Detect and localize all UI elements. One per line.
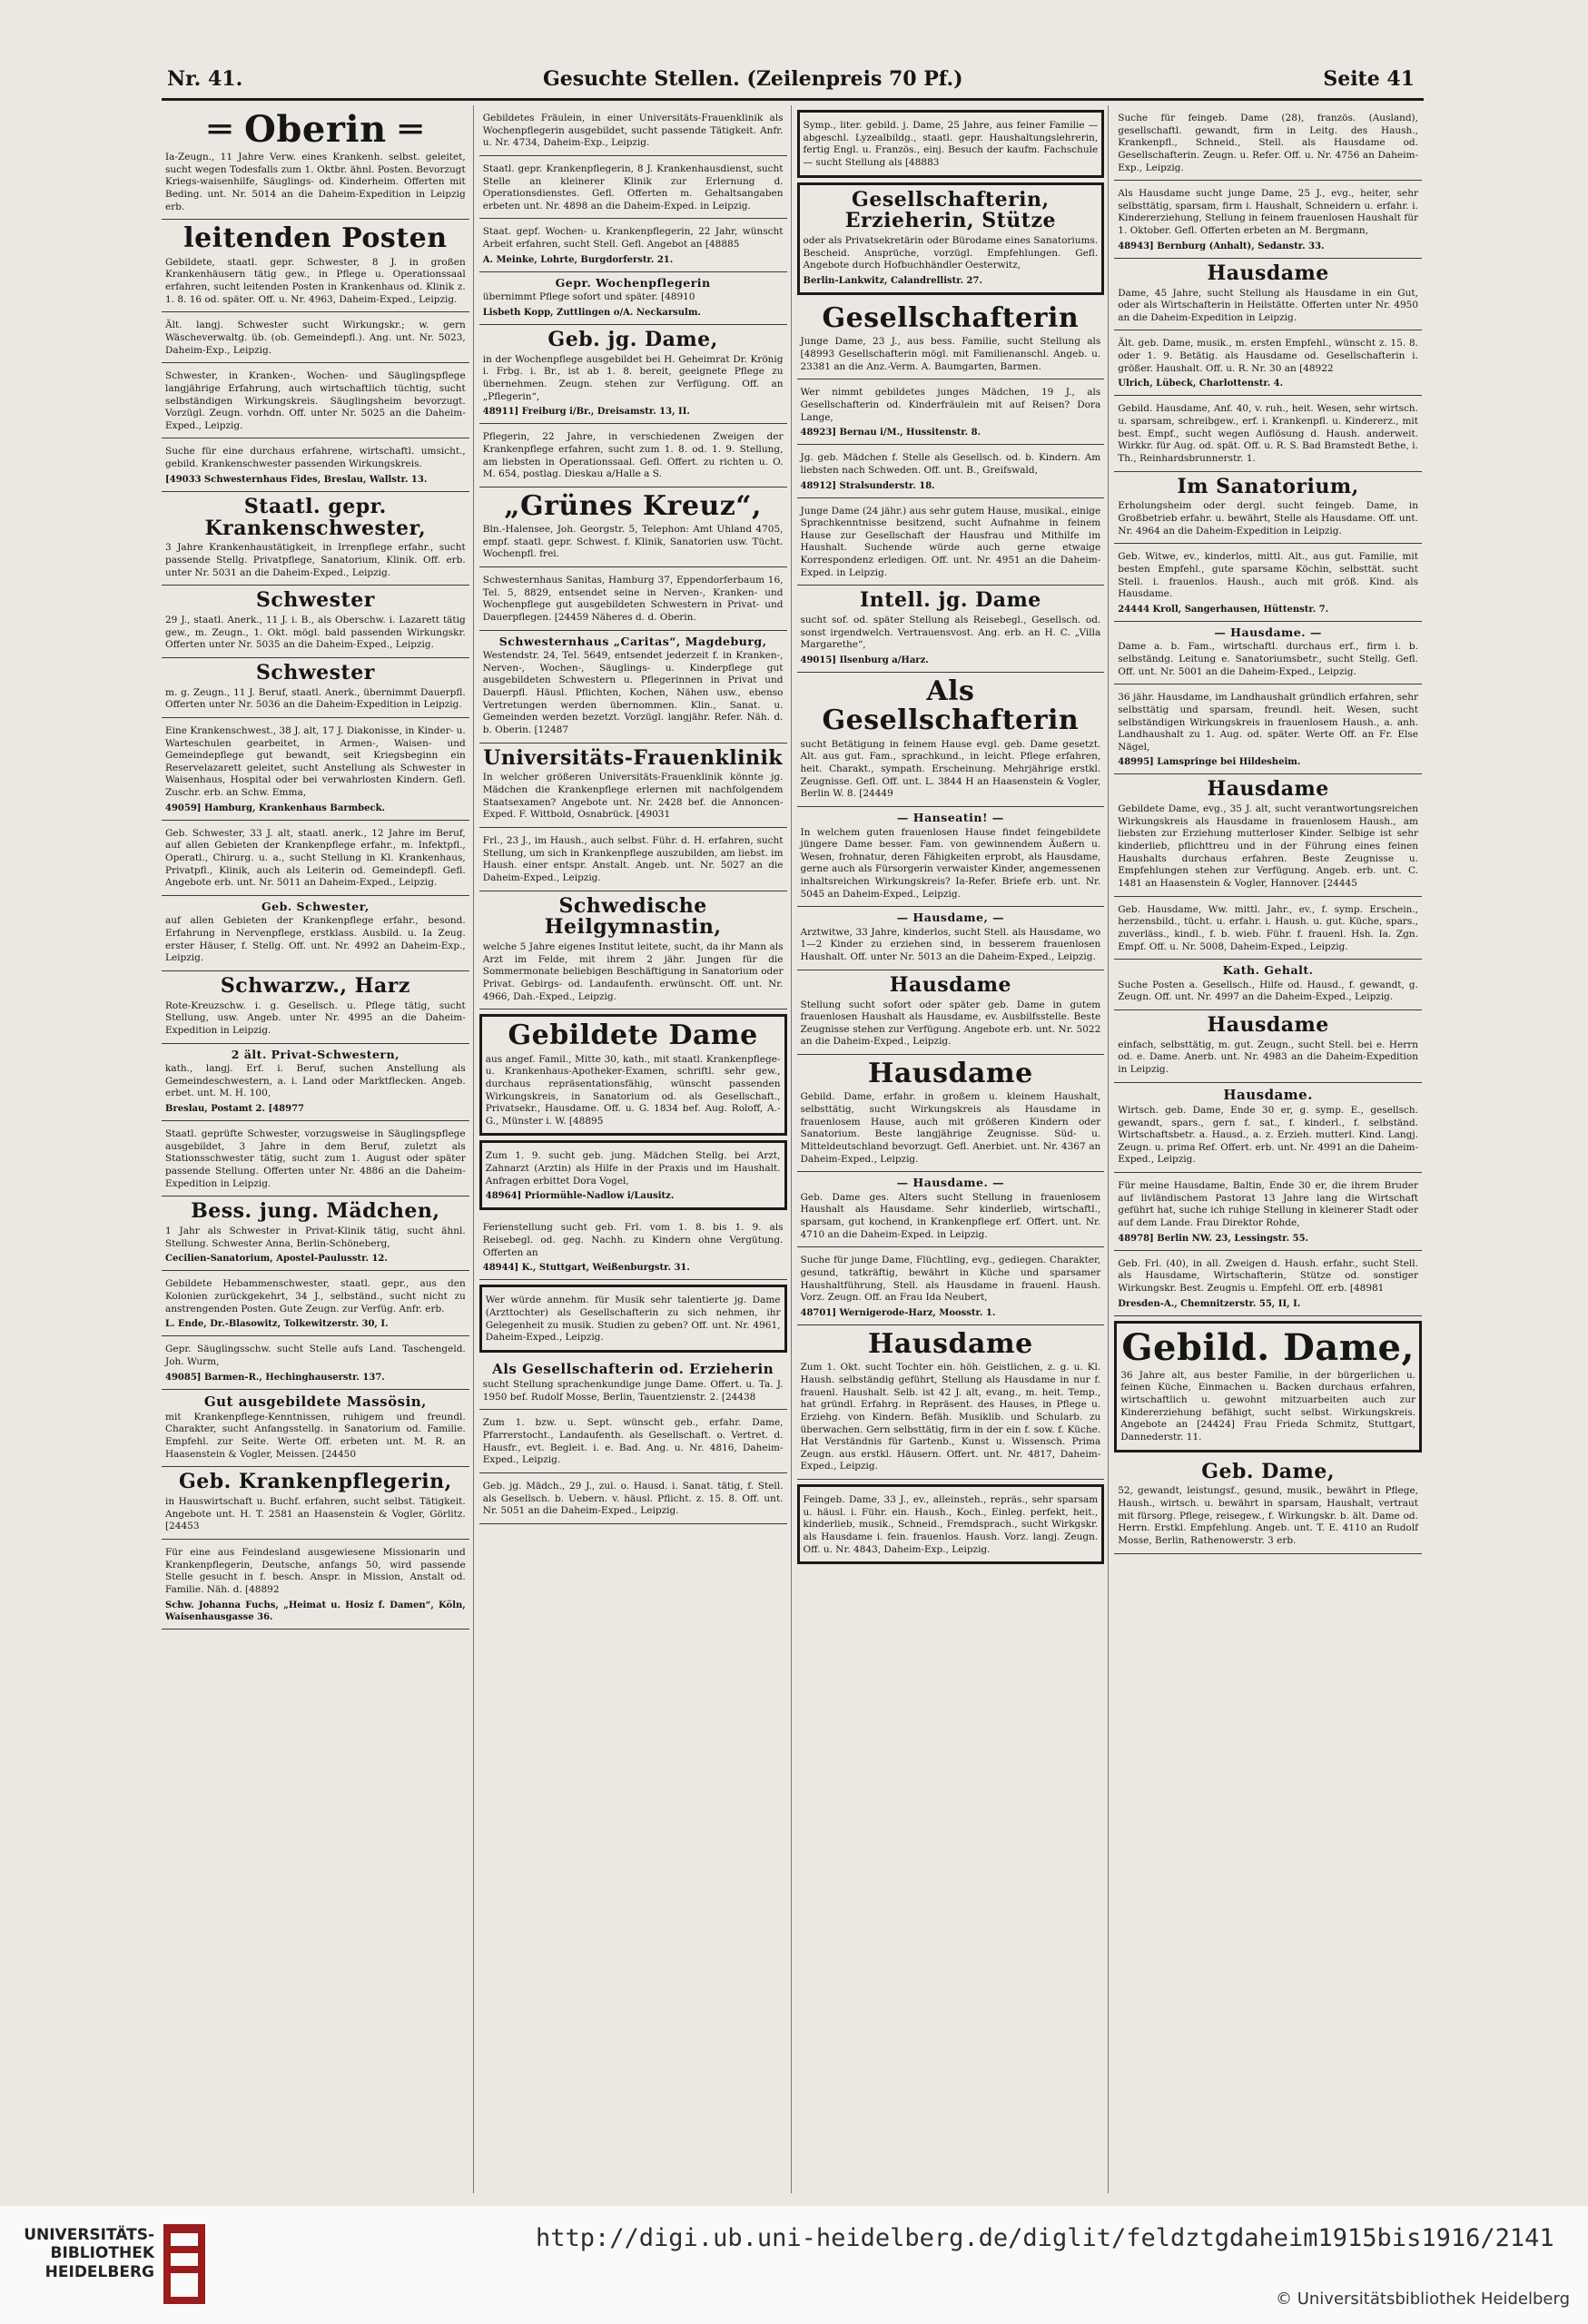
ad-contact: Lisbeth Kopp, Zuttlingen o/A. Neckarsulm.: [482, 307, 701, 318]
ad-text: Gebildete Dame, evg., 35 J. alt, sucht verantwortungsreichen Wirkungskreis als Hausdame in frauenlosem Haush., am liebsten zur Erziehung mutterloser Kinder. Selbige ist sehr kinderlieb, pflichttreu und in der Führung eines feinen Haushalts durchaus erfahren. Beste Zeugnisse u. Empfehlungen stehen zur Verfügung. Angeb. erb. unt. C. 1481 an Haasenstein & Vogler, Hannover. [24445: [1118, 803, 1418, 890]
ad-contact: Breslau, Postamt 2. [48977: [165, 1104, 304, 1115]
ad-headline: Schwesternhaus „Caritas“, Magdeburg,: [498, 634, 767, 648]
classified-ad: [479, 1140, 787, 1210]
ad-text: Zum 1. 9. sucht geb. jung. Mädchen Stellg. bei Arzt, Zahnarzt (Arztin) als Hilfe in der Praxis und im Haushalt. Anfragen erbittet Dora Vogel,: [485, 1150, 781, 1187]
ad-contact: 48912] Stralsunderstr. 18.: [800, 480, 935, 491]
classified-ad: [797, 1055, 1105, 1172]
ad-text: Staatl. gepr. Krankenpflegerin, 8 J. Krankenhausdienst, sucht Stelle an kleinerer Klinik zur Erlernung d. Operationsdienstes. Gefl. Offerten m. Gehaltsangaben erbeten unt. Nr. 4898 an die Daheim-Exped. in Leipzig.: [482, 162, 784, 212]
classified-ad: [479, 1473, 787, 1524]
classified-ad: [479, 325, 787, 424]
classified-ad: [1114, 1010, 1422, 1083]
ad-text: Bln.-Halensee, Joh. Georgstr. 5, Telephon: Amt Uhland 4705, empf. staatl. gepr. Schwest. f. Klinik, Sanatorien usw. Tücht. Wochenpfl. frei.: [482, 524, 784, 560]
ad-contact: Dresden-A., Chemnitzerstr. 55, II, I.: [1118, 1298, 1301, 1309]
ad-text: Gebild. Dame, erfahr. in großem u. kleinem Haushalt, selbsttätig, sucht Wirkungskreis als Hausdame in frauenlosem Hause, auch mit größeren Kindern oder Sanatorium. Beste langjährige Zeugnisse. Süd- u. Mitteldeutschland bevorzugt. Gefl. Anerbiet. unt. Nr. 4367 an Daheim-Exped., Leipzig.: [800, 1091, 1101, 1165]
ad-headline: Hausdame: [868, 1327, 1033, 1360]
ad-text: Suche Posten a. Gesellsch., Hilfe od. Hausd., f. gewandt, g. Zeugn. Off. unt. Nr. 4997 an die Daheim-Exped., Leipzig.: [1118, 979, 1418, 1003]
ad-contact: 48943] Bernburg (Anhalt), Sedanstr. 33.: [1118, 241, 1325, 251]
classified-ad: [162, 1540, 469, 1630]
ad-headline: Als Gesellschafterin od. Erzieherin: [492, 1360, 774, 1377]
ad-contact: 48995] Lamspringe bei Hildesheim.: [1118, 757, 1301, 768]
classified-ad: [797, 1172, 1105, 1247]
classified-ad: [479, 1410, 787, 1473]
ad-contact: 49059] Hamburg, Krankenhaus Barmbeck.: [165, 803, 386, 813]
ad-headline: Universitäts-Frauenklinik: [483, 745, 784, 770]
classified-ad: [1114, 1173, 1422, 1251]
classified-ad: [797, 300, 1105, 379]
ad-headline: Gesellschafterin: [822, 301, 1080, 334]
classified-ad: [479, 1285, 787, 1353]
classified-ad: [479, 156, 787, 220]
ad-text: Zum 1. bzw. u. Sept. wünscht geb., erfahr. Dame, Pfarrerstocht., Landaufenth. als Gesellschaft. o. Vertret. d. Hausfr., evt. Begleit. i. e. Bad. Ang. u. Nr. 4816, Daheim-Exped., Leipzig.: [482, 1417, 784, 1466]
classified-ad: [1114, 396, 1422, 471]
ad-text: welche 5 Jahre eigenes Institut leitete, sucht, da ihr Mann als Arzt im Felde, mit ihrem 2 jähr. Jungen für die Sommermonate beliebigen Beschäftigung in Sanatorium oder Privat. Gebirgs- od. Landaufenth. erwünscht. Off. unt. Nr. 4966, Dah.-Exped., Leipzig.: [482, 941, 784, 1002]
ad-text: Geb. Dame ges. Alters sucht Stellung in frauenlosem Haushalt als Hausdame. Sehr kinderlieb, wirtschaftl., sparsam, gut kochend, in Krankenpflege erf. Offert. unt. Nr. 4710 an die Daheim-Exped. in Leipzig.: [800, 1191, 1101, 1240]
classified-ad: [1114, 181, 1422, 259]
classified-ad: [1114, 1457, 1422, 1554]
ad-contact: 48701] Wernigerode-Harz, Moosstr. 1.: [800, 1307, 996, 1318]
classified-ad: [479, 567, 787, 631]
ad-headline: Geb. jg. Dame,: [547, 327, 718, 351]
ad-contact: Cecilien-Sanatorium, Apostel-Paulusstr. 12.: [165, 1254, 388, 1265]
ad-text: Ält. geb. Dame, musik., m. ersten Empfehl., wünscht z. 15. 8. oder 1. 9. Betätig. als Hausdame od. Gesellschafterin i. größer. Haushalt. Off. u. R. Nr. 30 an [48922: [1118, 338, 1418, 374]
ad-text: sucht sof. od. später Stellung als Reisebegl., Gesellsch. od. sonst irgendwelch. Vertrauensvost. Ang. erb. an H. C. „Villa Margarethe“,: [800, 615, 1101, 651]
ad-text: Gebildete, staatl. gepr. Schwester, 8 J. in großen Krankenhäusern tätig gew., in Pflege u. Operationssaal erfahren, sucht leitenden Posten in Krankenhaus od. Klinik z. 1. 8. 16 od. später. Off. u. Nr. 4963, Daheim-Exped., Leipzig.: [165, 256, 466, 305]
ad-headline: Schwester: [255, 588, 375, 613]
ad-headline: Geb. Krankenpflegerin,: [178, 1470, 452, 1494]
ad-text: Stellung sucht sofort oder später geb. Dame in gutem frauenlosen Haushalt als Hausdame, ev. Ausbilfsstelle. Beste Zeugnisse stehen zur Verfügung. Angebote erb. unt. Nr. 5022 an die Daheim-Exped., Leipzig.: [800, 999, 1101, 1048]
section-title: Gesuchte Stellen. (Zeilenpreis 70 Pf.): [543, 67, 963, 91]
ad-text: Ält. langj. Schwester sucht Wirkungskr.; w. gern Wäscheverwaltg. üb. (ob. Gemeindepfl.). Ang. unt. Nr. 5023, Daheim-Exp., Leipzig.: [165, 320, 466, 356]
ad-headline: Staatl. gepr. Krankenschwester,: [204, 494, 427, 540]
ad-headline: „Grünes Kreuz“,: [504, 489, 762, 522]
ad-text: Gepr. Säuglingsschw. sucht Stelle aufs Land. Taschengeld. Joh. Wurm,: [165, 1344, 466, 1367]
classified-ad: [1114, 960, 1422, 1010]
ad-text: Wirtsch. geb. Dame, Ende 30 er, g. symp. E., gesellsch. gewandt, spars., gern f. sat., f. kinderl., f. selbständ. Wirtschaftsbetr. a. Hausd., a. z. Erzieh. mutterl. Kind. Langj. Zeugn. u. prima Ref. Offert. erb. unt. Nr. 4991 an die Daheim-Exped., Leipzig.: [1118, 1104, 1418, 1166]
ad-text: Rote-Kreuzschw. i. g. Gesellsch. u. Pflege tätig, sucht Stellung, usw. Angeb. unter Nr. 4995 an die Daheim-Expedition in Leipzig.: [165, 1000, 466, 1037]
ad-headline: Bess. jung. Mädchen,: [191, 1199, 440, 1224]
classified-ad: [479, 743, 787, 828]
ad-text: Schwester, in Kranken-, Wochen- und Säuglingspflege langjährige Erfahrung, auch wirtschaftlich tüchtig, sucht selbständigen Wirkungskreis. Säuglingsheim bevorzugt. Vorzügl. Zeugn. vorhdn. Off. unter Nr. 5025 an die Daheim-Exped., Leipzig.: [165, 370, 466, 431]
ad-text: Gebild. Hausdame, Anf. 40, v. ruh., heit. Wesen, sehr wirtsch. u. sparsam, schreibgew., erf. i. Krankenpfl. u. Kindererz., mit best. Empf., sucht wegen Auflösung d. Haush. anderweit. Wirkkr. für Aug. od. spät. Off. u. R. S. Bad Bramstedt Bethe, i. Th., Reinhardsbrunnerstr. 1.: [1118, 403, 1418, 464]
ad-headline: Schwester: [255, 660, 375, 684]
classified-ad: [162, 586, 469, 658]
page-number-right: Seite 41: [1323, 67, 1415, 91]
ad-text: Erholungsheim oder dergl. sucht feingeb. Dame, in Großbetrieb erfahr. u. bewährt, Stelle als Hausdame. Off. unt. Nr. 4964 an die Daheim-Expedition in Leipzig.: [1118, 500, 1418, 537]
classified-ad: [1114, 684, 1422, 774]
classified-ad: [1114, 774, 1422, 896]
ad-text: Ia-Zeugn., 11 Jahre Verw. eines Krankenh. selbst. geleitet, sucht wegen Todesfalls zum 1. Oktbr. ähnl. Posten. Bevorzugt Kriegs-waisenhilfe, Säuglings- od. Kinderheim. Offerten mit Beding. unt. Nr. 5014 an die Daheim-Expedition in Leipzig erb.: [165, 152, 466, 212]
classified-ad: [162, 363, 469, 438]
ad-text: 3 Jahre Krankenhaustätigkeit, in Irrenpflege erfahr., sucht passende Stellg. Privatpflege, Sanatorium, Klinik. Off. erb. unter Nr. 5031 an die Daheim-Exped., Leipzig.: [165, 542, 466, 578]
classified-ad: [479, 272, 787, 325]
classified-ad: [162, 1336, 469, 1389]
ad-contact: 48911] Freiburg i/Br., Dreisamstr. 13, II.: [482, 407, 690, 418]
classified-ad: [479, 1357, 787, 1410]
ad-text: Ferienstellung sucht geb. Frl. vom 1. 8. bis 1. 9. als Reisebegl. od. geg. Nachh. zu Kindern ohne Vergütung. Offerten an: [482, 1222, 784, 1258]
page-header: [162, 60, 1424, 101]
classified-ad: [479, 424, 787, 487]
ad-contact: A. Meinke, Lohrte, Burgdorferstr. 21.: [482, 254, 674, 265]
classified-ad: [162, 1390, 469, 1468]
ad-headline: — Hausdame. —: [1214, 625, 1322, 639]
classified-ad: [797, 907, 1105, 970]
ad-text: Staat. gepf. Wochen- u. Krankenpflegerin, 22 Jahr, wünscht Arbeit erfahren, sucht Stell. Gefl. Angebot an [48885: [482, 226, 784, 251]
library-logo-text: [18, 2226, 154, 2281]
classified-ad: [1114, 897, 1422, 960]
classified-ad: [797, 445, 1105, 497]
ad-text: Suche für eine durchaus erfahrene, wirtschaftl. umsicht., gebild. Krankenschwester passenden Wirkungskreis.: [165, 446, 466, 470]
ad-text: Gebildetes Fräulein, in einer Universitäts-Frauenklinik als Wochenpflegerin ausgebildet, sucht passende Tätigkeit. Anfr. u. Nr. 4734, Daheim-Exp., Leipzig.: [482, 113, 784, 149]
ad-text: In welchem guten frauenlosen Hause findet feingebildete jüngere Dame besser. Fam. von gewinnendem Äußern u. Wesen, frohnatur, deren Fähigkeiten erprobt, als Hausdame, gerne auch als Fürsorgerin verwaister Kinder, angemessenen inhaltsreichen Wirkungskreis? Ia-Refer. Briefe erb. unt. Nr. 5045 an Daheim-Exped., Leipzig.: [800, 826, 1101, 900]
ad-text: Staatl. geprüfte Schwester, vorzugsweise in Säuglingspflege ausgebildet, 3 Jahre in dem Beruf, zuletzt als Stationsschwester tätig, sucht zum 1. August oder später passende Stellung. Offerten unter Nr. 4886 an die Daheim-Expedition in Leipzig.: [165, 1128, 466, 1189]
classified-ad: [1114, 1083, 1422, 1173]
classified-ad: [162, 1044, 469, 1121]
ad-contact: Berlin-Lankwitz, Calandrellistr. 27.: [803, 275, 982, 286]
classified-ad: [797, 673, 1105, 807]
ad-text: Suche für feingeb. Dame (28), französ. (Ausland), gesellschaftl. gewandt, firm in Leitg. des Haush., Krankenpfl., Schneid., Stell. als Hausdame od. Gesellschafterin. Zeugn. u. Refer. Off. u. Nr. 4756 an Daheim-Exp., Leipzig.: [1118, 113, 1418, 173]
classified-ad: [797, 182, 1105, 295]
ad-headline: ═ Oberin ═: [209, 108, 422, 151]
classified-ad: [162, 821, 469, 896]
ad-headline: Geb. Dame,: [1201, 1459, 1335, 1483]
ad-contact: 48978] Berlin NW. 23, Lessingstr. 55.: [1118, 1233, 1309, 1244]
ad-text: 1 Jahr als Schwester in Privat-Klinik tätig, sucht ähnl. Stellung. Schwester Anna, Berlin-Schöneberg,: [165, 1226, 466, 1249]
ad-text: m. g. Zeugn., 11 J. Beruf, staatl. Anerk., übernimmt Dauerpfl. Offerten unter Nr. 5036 an die Daheim-Expedition in Leipzig.: [165, 686, 466, 711]
ad-text: Zum 1. Okt. sucht Tochter ein. höh. Geistlichen, z. g. u. Kl. Haush. selbständig geführt, Stellung als Hausdame in nur f. frauenl. Haushalt. Selb. ist 42 J. alt, evang., m. heit. Temp., hat gründl. Erfahrg. in Repräsent. des Hauses, in Pflege u. Erziehg. von Kindern. Befäh. Musiklib. und Schularb. zu überwachen. Gern selbsttätig, firm in der ein f. sow. f. Küche. Hat Verständnis für Gartenb., Kunst u. Wissensch. Prima Zeugn. aus erstkl. Häusern. Offert. unt. Nr. 4817, Daheim-Exped., Leipzig.: [800, 1362, 1101, 1472]
ad-headline: Gebildete Dame: [508, 1019, 758, 1052]
ad-text: 36 jähr. Hausdame, im Landhaushalt gründlich erfahren, sehr selbsttätig und sparsam, freundl. heit. Wesen, sucht selbständigen Wirkungskreis in frauenlosem Haush., a. anh. Landhaushalt zu 1. Aug. od. später. Werte Off. an Fr. Else Nägel,: [1118, 692, 1418, 753]
ad-headline: Hausdame: [1207, 1013, 1329, 1037]
ad-headline: leitenden Posten: [183, 222, 448, 255]
ad-headline: Hausdame: [1207, 261, 1329, 285]
ad-contact: Schw. Johanna Fuchs, „Heimat u. Hosiz f. Damen“, Köln, Waisenhausgasse 36.: [165, 1600, 466, 1622]
classified-ad: [479, 105, 787, 156]
ad-headline: Hausdame: [1207, 777, 1329, 802]
classified-ad: [162, 896, 469, 971]
logo-line: HEIDELBERG: [44, 2262, 154, 2281]
ad-text: Jg. geb. Mädchen f. Stelle als Gesellsch. od. b. Kindern. Am liebsten nach Schweden. Off. unt. B., Greifswald,: [800, 452, 1101, 476]
classified-ad: [162, 312, 469, 363]
classified-ad: [479, 1215, 787, 1280]
ad-text: 29 J., staatl. Anerk., 11 J. i. B., als Oberschw. i. Lazarett tätig gew., m. Zeugn., 1. Okt. mögl. bald passenden Wirkungskr. Offerten unter Nr. 5035 an die Daheim-Exped., Leipzig.: [165, 614, 466, 651]
ad-headline: Gepr. Wochenpflegerin: [555, 275, 711, 290]
ad-text: sucht Betätigung in feinem Hause evgl. geb. Dame gesetzt. Alt. aus gut. Fam., sprachkund., in leicht. Pflege erfahren, heit. Charakt., sympath. Erscheinung. Mehrjährige erstkl. Zeugnisse. Gefl. Off. unt. L. 3844 H an Haasenstein & Vogler, Berlin W. 8. [24449: [800, 738, 1101, 800]
ad-headline: Kath. Gehalt.: [1222, 963, 1314, 978]
ad-text: Geb. Frl. (40), in all. Zweigen d. Haush. erfahr., sucht Stell. als Hausdame, Wirtschafterin, Stütze od. sonstiger Wirkungskr. Best. Zeugnis u. Empfehl. Off. erb. [48981: [1118, 1257, 1418, 1294]
ad-text: sucht Stellung sprachenkundige junge Dame. Offert. u. Ta. J. 1950 bef. Rudolf Mosse, Berlin, Tauentzienstr. 2. [24438: [482, 1379, 784, 1403]
classified-ad: [1114, 259, 1422, 331]
ad-text: Suche für junge Dame, Flüchtling, evg., gediegen. Charakter, gesund, tatkräftig, bewährt in Küche und sparsamer Haushaltführung, Stell. als Hausdame in frauenl. Haush. Vorz. Zeugn. Off. an Frau Ida Neubert,: [800, 1255, 1101, 1304]
ad-text: mit Krankenpflege-Kenntnissen, ruhigem und freundl. Charakter, sucht Anfangsstellg. in Sanatorium od. Familie. Empfehl. zur Seite. Werte Off. erbeten unt. M. R. an Haasenstein & Vogler, Meissen. [24450: [165, 1411, 466, 1460]
ad-headline: — Hanseatin! —: [896, 811, 1004, 824]
ad-text: in Hauswirtschaft u. Buchf. erfahren, sucht selbst. Tätigkeit. Angebote unt. H. T. 2581 an Haasenstein & Vogler, Görlitz. [24453: [165, 1496, 466, 1532]
classified-ad: [162, 105, 469, 220]
classified-ad: [162, 438, 469, 491]
classified-ad: [1114, 1321, 1422, 1452]
ad-text: Geb. jg. Mädch., 29 J., zul. o. Hausd. i. Sanat. tätig, f. Stell. als Gesellsch. b. Uebern. v. häusl. Pflicht. z. 15. 8. Off. unt. Nr. 5051 an die Daheim-Exped., Leipzig.: [482, 1480, 784, 1517]
ad-text: auf allen Gebieten der Krankenpflege erfahr., besond. Erfahrung in Nervenpflege, erstklass. Ausbild. u. Ia Zeug. erster Häuser, f. Stellg. Off. unt. Nr. 4992 an Daheim-Exp., Leipzig.: [165, 915, 466, 964]
ad-headline: — Hausdame, —: [896, 911, 1005, 925]
ad-contact: [49033 Schwesternhaus Fides, Breslau, Wallstr. 13.: [165, 474, 428, 485]
classified-ad: [797, 1325, 1105, 1480]
ad-text: Geb. Witwe, ev., kinderlos, mittl. Alt., aus gut. Familie, mit besten Empfehl., gute sparsame Köchin, selbsttät. sucht Stell. i. frauenlos. Haush., auch mit größ. Kind. als Hausdame.: [1118, 551, 1418, 600]
classified-ad: [162, 971, 469, 1044]
permalink-url[interactable]: http://digi.ub.uni-heidelberg.de/diglit/feldztgdaheim1915bis1916/2141: [536, 2224, 1554, 2252]
ad-text: Feingeb. Dame, 33 J., ev., alleinsteh., repräs., sehr sparsam u. häusl. i. Führ. ein. Haush., Koch., Einleg. perfekt, heit., kinderlieb, musik., Schneid., Fremdsprach., sucht Wirkgskr. als Hausdame i. fein. frauenlos. Haush. Vorz. langj. Zeugn. Off. u. Nr. 4843, Daheim-Exp., Leipzig.: [803, 1494, 1099, 1555]
column-1: [162, 105, 474, 2193]
ad-text: einfach, selbsttätig, m. gut. Zeugn., sucht Stell. bei e. Herrn od. e. Dame. Anerb. unt. Nr. 4983 an die Daheim-Expedition in Leipzig.: [1118, 1039, 1418, 1076]
viewer-footer: [0, 2206, 1588, 2324]
ad-text: Für meine Hausdame, Baltin, Ende 30 er, die ihrem Bruder auf livländischem Pastorat 13 Jahre lang die Wirtschaft geführt hat, suche ich ruhige Stellung in kleinerer Stadt oder auf dem Lande. Frau Direktor Rohde,: [1118, 1180, 1418, 1228]
classified-ad: [797, 970, 1105, 1055]
classified-ad: [797, 586, 1105, 673]
classified-ad: [162, 1196, 469, 1271]
ad-text: Dame, 45 Jahre, sucht Stellung als Hausdame in ein Gut, oder als Wirtschafterin in Heilstätte. Offerten unter Nr. 4950 an die Daheim-Expedition in Leipzig.: [1118, 287, 1418, 323]
logo-line: UNIVERSITÄTS-: [24, 2226, 154, 2244]
ad-headline: — Hausdame. —: [896, 1176, 1005, 1190]
classified-ad: [797, 807, 1105, 907]
ad-headline: Hausdame: [889, 972, 1012, 997]
logo-line: BIBLIOTHEK: [50, 2244, 154, 2263]
ad-text: Wer nimmt gebildetes junges Mädchen, 19 J., als Gesellschafterin od. Kinderfräulein mit auf Reisen? Dora Lange,: [800, 387, 1101, 423]
ad-contact: Ulrich, Lübeck, Charlottenstr. 4.: [1118, 379, 1284, 389]
ad-text: aus angef. Famil., Mitte 30, kath., mit staatl. Krankenpflege- u. Krankenhaus-Apotheker-Examen, schriftl. sehr gew., durchaus repräsentationsfähig, wünscht passenden Wirkungskreis, in Sanatorium od. als Gesellschaft., Privatsekr., Hausdame. Off. u. G. 1834 bef. Aug. Roloff, A.-G., Münster i. W. [48895: [485, 1053, 781, 1127]
classified-ad: [1114, 1251, 1422, 1316]
classified-ad: [1114, 544, 1422, 622]
column-3: [797, 105, 1110, 2193]
ad-headline: Schwarzw., Harz: [220, 973, 410, 998]
ad-text: Gebildete Hebammenschwester, staatl. gepr., aus den Kolonien zurückgekehrt, 34 J., selbständ., sucht nicht zu anstrengenden Posten. Gute Zeugn. zur Verfüg. Anfr. erb.: [165, 1278, 466, 1315]
column-4: [1114, 105, 1425, 2193]
column-2: [479, 105, 792, 2193]
ad-contact: 48944] K., Stuttgart, Weißenburgstr. 31.: [482, 1263, 690, 1274]
ad-contact: 49085] Barmen-R., Hechinghauserstr. 137.: [165, 1372, 385, 1383]
ad-headline: Geb. Schwester,: [261, 899, 370, 913]
ad-text: Für eine aus Feindesland ausgewiesene Missionarin und Krankenpflegerin, Deutsche, anfangs 50, wird passende Stelle gesucht in f. besch. Anspr. in Mission, Anstalt od. Familie. Näh. d. [48892: [165, 1546, 466, 1595]
ad-headline: Schwedische Heilgymnastin,: [544, 893, 722, 940]
ad-contact: L. Ende, Dr.-Blasowitz, Tolkewitzerstr. 30, I.: [165, 1319, 389, 1330]
ad-text: Junge Dame (24 jähr.) aus sehr gutem Hause, musikal., einige Sprachkenntnisse besitzend, sucht Aufnahme in feinem Hause zur Gesellschaft der Hausfrau und Mithilfe im Haushalt. Suchende würde auch gerne etwaige Korrespondenz erledigen. Off. unt. Nr. 4951 an die Daheim-Exped. in Leipzig.: [800, 505, 1101, 578]
classified-ad: [1114, 622, 1422, 684]
ad-headline: Hausdame.: [1223, 1086, 1313, 1103]
ad-contact: 48923] Bernau i/M., Hussitenstr. 8.: [800, 428, 981, 438]
ad-text: übernimmt Pflege sofort und später. [48910: [482, 291, 695, 303]
classified-ad: [479, 1014, 787, 1136]
ad-headline: Gut ausgebildete Massösin,: [203, 1393, 427, 1410]
ad-text: Geb. Schwester, 33 J. alt, staatl. anerk., 12 Jahre im Beruf, auf allen Gebieten der Krankenpflege erfahr., m. Infektpfl., Operatl., Chirurg. u. a., sucht Stellung in Kl. Krankenhaus, Privatpfl., Klinik, auch als Leiterin od. Gemeindepfl. Gefl. Angebote erb. unt. Nr. 5011 an Daheim-Exped., Leipzig.: [165, 827, 466, 889]
classified-ad: [479, 828, 787, 891]
ad-headline: Intell. jg. Dame: [860, 588, 1041, 613]
ad-contact: 24444 Kroll, Sangerhausen, Hüttenstr. 7.: [1118, 604, 1329, 615]
classified-ad: [797, 110, 1105, 178]
ad-columns: [162, 105, 1425, 2193]
copyright-notice: © Universitätsbibliothek Heidelberg: [1275, 2290, 1570, 2309]
ad-text: Frl., 23 J., im Haush., auch selbst. Führ. d. H. erfahren, sucht Stellung, um sich in Krankenpflege auszubilden, am liebst. im Haush. einer entspr. Anstalt. Angeb. unt. Nr. 5027 an die Daheim-Exped., Leipzig.: [482, 834, 784, 883]
ad-text: Wer würde annehm. für Musik sehr talentierte jg. Dame (Arzttochter) als Gesellschafterin zu sich nehmen, ihr Gelegenheit zu musik. Studien zu geben? Off. unt. Nr. 4961, Daheim-Exped., Leipzig.: [485, 1295, 781, 1344]
library-logo-icon: [162, 2222, 207, 2306]
ad-text: Arztwitwe, 33 Jahre, kinderlos, sucht Stell. als Hausdame, wo 1—2 Kinder zu erziehen sind, in besserem frauenlosen Haushalt. Off. unter Nr. 5013 an die Daheim-Exped., Leipzig.: [800, 926, 1101, 963]
classified-ad: [1114, 105, 1422, 181]
classified-ad: [797, 1247, 1105, 1325]
classified-ad: [479, 891, 787, 1010]
ad-text: Dame a. b. Fam., wirtschaftl. durchaus erf., firm i. b. selbständg. Leitung e. Sanatoriumsbetr., sucht Stellg. Gefl. Off. unt. Nr. 5001 an die Daheim-Exped., Leipzig.: [1118, 641, 1418, 677]
ad-headline: Im Sanatorium,: [1177, 474, 1359, 498]
ad-text: oder als Privatsekretärin oder Bürodame eines Sanatoriums. Bescheid. Ansprüche, vorzügl. Empfehlungen. Gefl. Angebote durch Hofbuchhändler Oesterwitz,: [803, 235, 1099, 271]
ad-text: in der Wochenpflege ausgebildet bei H. Geheimrat Dr. Krönig i. Frbg. i. Br., ist ab 1. 8. bereit, geeignete Pflege zu übernehmen. Zeugn. stehen zur Verfügung. Off. an „Pflegerin“,: [482, 353, 784, 402]
classified-ad: [1114, 472, 1422, 545]
ad-headline: Als Gesellschafterin: [822, 675, 1080, 737]
ad-text: Pflegerin, 22 Jahre, in verschiedenen Zweigen der Krankenpflege erfahren, sucht zum 1. 8. od. 1. 9. Stellung, am liebsten in Operationssaal. Gefl. Offert. zu richten u. O. M. 654, postlag. Dieskau a/Halle a S.: [482, 431, 784, 480]
classified-ad: [162, 1121, 469, 1196]
classified-ad: [797, 1484, 1105, 1564]
classified-ad: [479, 219, 787, 271]
classified-ad: [162, 220, 469, 312]
classified-ad: [162, 1271, 469, 1336]
classified-ad: [797, 379, 1105, 445]
ad-text: kath., langj. Erf. i. Beruf, suchen Anstellung als Gemeindeschwestern, a. i. Land oder Marktflecken. Angeb. erbet. unt. M. H. 100,: [165, 1063, 466, 1099]
classified-ad: [479, 631, 787, 743]
ad-text: Geb. Hausdame, Ww. mittl. Jahr., ev., f. symp. Erschein., herzensbild., tücht. u. erfahr. i. Haush. u. gut. Küche, spars., zuverläss., kindl., f. b. wieb. Führ. f. frauenl. Hsh. Ia. Zgn. Empf. Off. u. Nr. 5008, Daheim-Exped., Leipzig.: [1118, 903, 1418, 952]
ad-headline: 2 ält. Privat-Schwestern,: [231, 1047, 399, 1061]
ad-text: Symp., liter. gebild. j. Dame, 25 Jahre, aus feiner Familie — abgeschl. Lyzealbildg., staatl. gepr. Haushaltungslehrerin, fertig Engl. u. Französ., einj. Besuch der kaufm. Fachschule — sucht Stellung als [48883: [803, 120, 1099, 168]
classified-ad: [797, 498, 1105, 586]
ad-text: 36 Jahre alt, aus bester Familie, in der bürgerlichen u. feinen Küche, Einmachen u. Backen durchaus erfahren, wirtschaftlich u. gewohnt mitzuarbeiten auch zur Kindererziehung befähigt, sucht selbst. Wirkungskreis. Angebote an [24424] Frau Frieda Schmitz, Stuttgart, Dannederstr. 11.: [1120, 1369, 1415, 1443]
ad-text: 52, gewandt, leistungsf., gesund, musik., bewährt in Pflege, Haush., wirtsch. u. bewährt in sparsam, Haushalt, vertraut mit fürsorg. Pflege, reisegew., f. Wirkungskr. b. ält. Dame od. Herrn. Erstkl. Empfehlung. Angeb. unt. T. E. 4110 an Rudolf Mosse, Berlin, Rathenowerstr. 3 erb.: [1118, 1485, 1418, 1546]
ad-text: Eine Krankenschwest., 38 J. alt, 17 J. Diakonisse, in Kinder- u. Warteschulen gearbeitet, in Armen-, Waisen- und Gemeindepflege gut bewandt, seit Kriegsbeginn ein Reservelazarett geleitet, sucht Anstellung als Schwester in Waisenhaus, Hospital oder bei verwahrlosten Kindern. Gefl. Zuschr. erb. an Schw. Emma,: [165, 724, 466, 799]
ad-headline: Gebild. Dame,: [1121, 1325, 1415, 1369]
classified-ad: [479, 487, 787, 567]
ad-text: Westendstr. 24, Tel. 5649, entsendet jederzeit f. in Kranken-, Nerven-, Wochen-, Säuglings- u. Kinderpflege gut ausgebildeten Schwestern u. Pflegerinnen in Privat und Dauerpfl. Häusl. Pflichten, Kochen, Nähen usw., ebenso Vertretungen werden übernommen. Klin., Sanat. u. Gemeinden werden bezetzt. Vorzügl. langjähr. Refer. Näh. d. b. Oberin. [12487: [482, 650, 784, 735]
page-number-left: Nr. 41.: [167, 67, 243, 91]
ad-text: Junge Dame, 23 J., aus bess. Familie, sucht Stellung als [48993 Gesellschafterin mögl. mit Familienanschl. Angeb. u. 23381 an die Anz.-Verm. A. Baumgarten, Barmen.: [800, 336, 1101, 372]
classified-ad: [1114, 330, 1422, 396]
ad-contact: 48964] Priormühle-Nadlow i/Lausitz.: [485, 1191, 675, 1202]
ad-headline: Hausdame: [868, 1058, 1033, 1090]
ad-text: In welcher größeren Universitäts-Frauenklinik könnte jg. Mädchen die Krankenpflege erlernen mit nachfolgendem Staatsexamen? Angebote unt. Nr. 2428 bef. die Annoncen-Exped. F. Wittbold, Osnabrück. [49031: [482, 772, 784, 821]
ad-contact: 49015] Ilsenburg a/Harz.: [800, 655, 929, 666]
classified-ad: [162, 718, 469, 821]
ad-headline: Gesellschafterin, Erzieherin, Stütze: [844, 187, 1056, 233]
classified-ad: [162, 658, 469, 718]
classified-ad: [162, 492, 469, 586]
classified-ad: [162, 1467, 469, 1540]
ad-text: Als Hausdame sucht junge Dame, 25 J., evg., heiter, sehr selbsttätig, sparsam, firm i. Haushalt, Schneidern u. erfahr. i. Kindererziehung, Stellung in feinem frauenlosen Haushalt für 1. Oktober. Gefl. Offerten erbeten an M. Bergmann,: [1118, 188, 1418, 237]
ad-text: Schwesternhaus Sanitas, Hamburg 37, Eppendorferbaum 16, Tel. 5, 8829, entsendet seine in Nerven-, Kranken- und Wochenpflege gut ausgebildeten Schwestern in Privat- und Dauerpflegen. [24459 Näheres d. d. Oberin.: [482, 575, 784, 624]
